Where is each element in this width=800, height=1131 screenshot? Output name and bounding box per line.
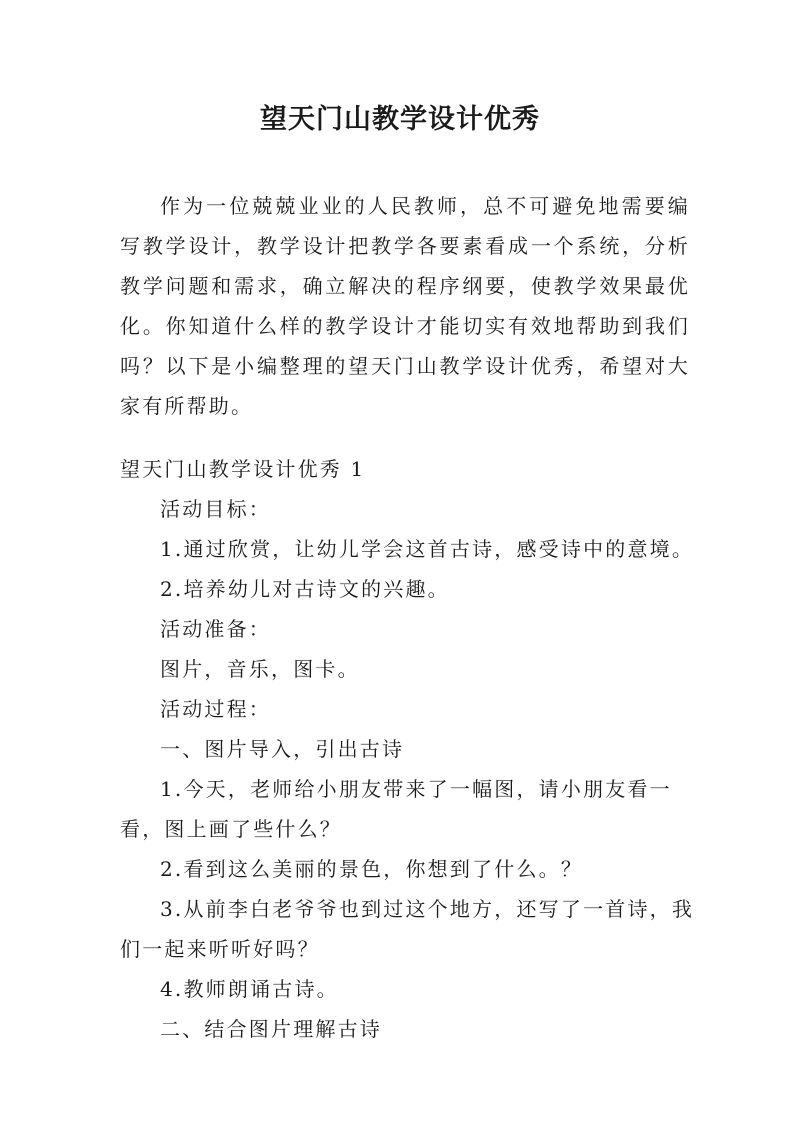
paragraph: 4.教师朗诵古诗。 <box>160 977 339 1001</box>
paragraph: 1.通过欣赏，让幼儿学会这首古诗，感受诗中的意境。 <box>160 537 695 561</box>
paragraph: 1.今天，老师给小朋友带来了一幅图，请小朋友看一看，图上画了些什么？ <box>120 777 672 841</box>
paragraph: 图片，音乐，图卡。 <box>160 657 360 681</box>
paragraph: 活动过程： <box>160 697 271 721</box>
section-title: 望天门山教学设计优秀 1 <box>120 457 366 481</box>
paragraph: 二、结合图片理解古诗 <box>160 1017 382 1041</box>
paragraph: 3.从前李白老爷爷也到过这个地方，还写了一首诗，我们一起来听听好吗？ <box>120 897 695 961</box>
paragraph: 活动准备： <box>160 617 271 641</box>
paragraph: 活动目标： <box>160 497 271 521</box>
intro-paragraph: 作为一位兢兢业业的人民教师，总不可避免地需要编写教学设计，教学设计把教学各要素看成一个系统，分析教学问题和需求，确立解决的程序纲要，使教学效果最优化。你知道什么样的教学设计才能切实有效地帮助到我们吗？以下是小编整理的望天门山教学设计优秀，希望对大家有所帮助。 <box>120 194 690 418</box>
section-1 <box>120 449 700 1049</box>
document-title: 望天门山教学设计优秀 <box>260 104 540 135</box>
paragraph: 2.培养幼儿对古诗文的兴趣。 <box>160 577 450 601</box>
paragraph: 一、图片导入，引出古诗 <box>160 737 405 761</box>
paragraph: 2.看到这么美丽的景色，你想到了什么。？ <box>160 857 584 881</box>
